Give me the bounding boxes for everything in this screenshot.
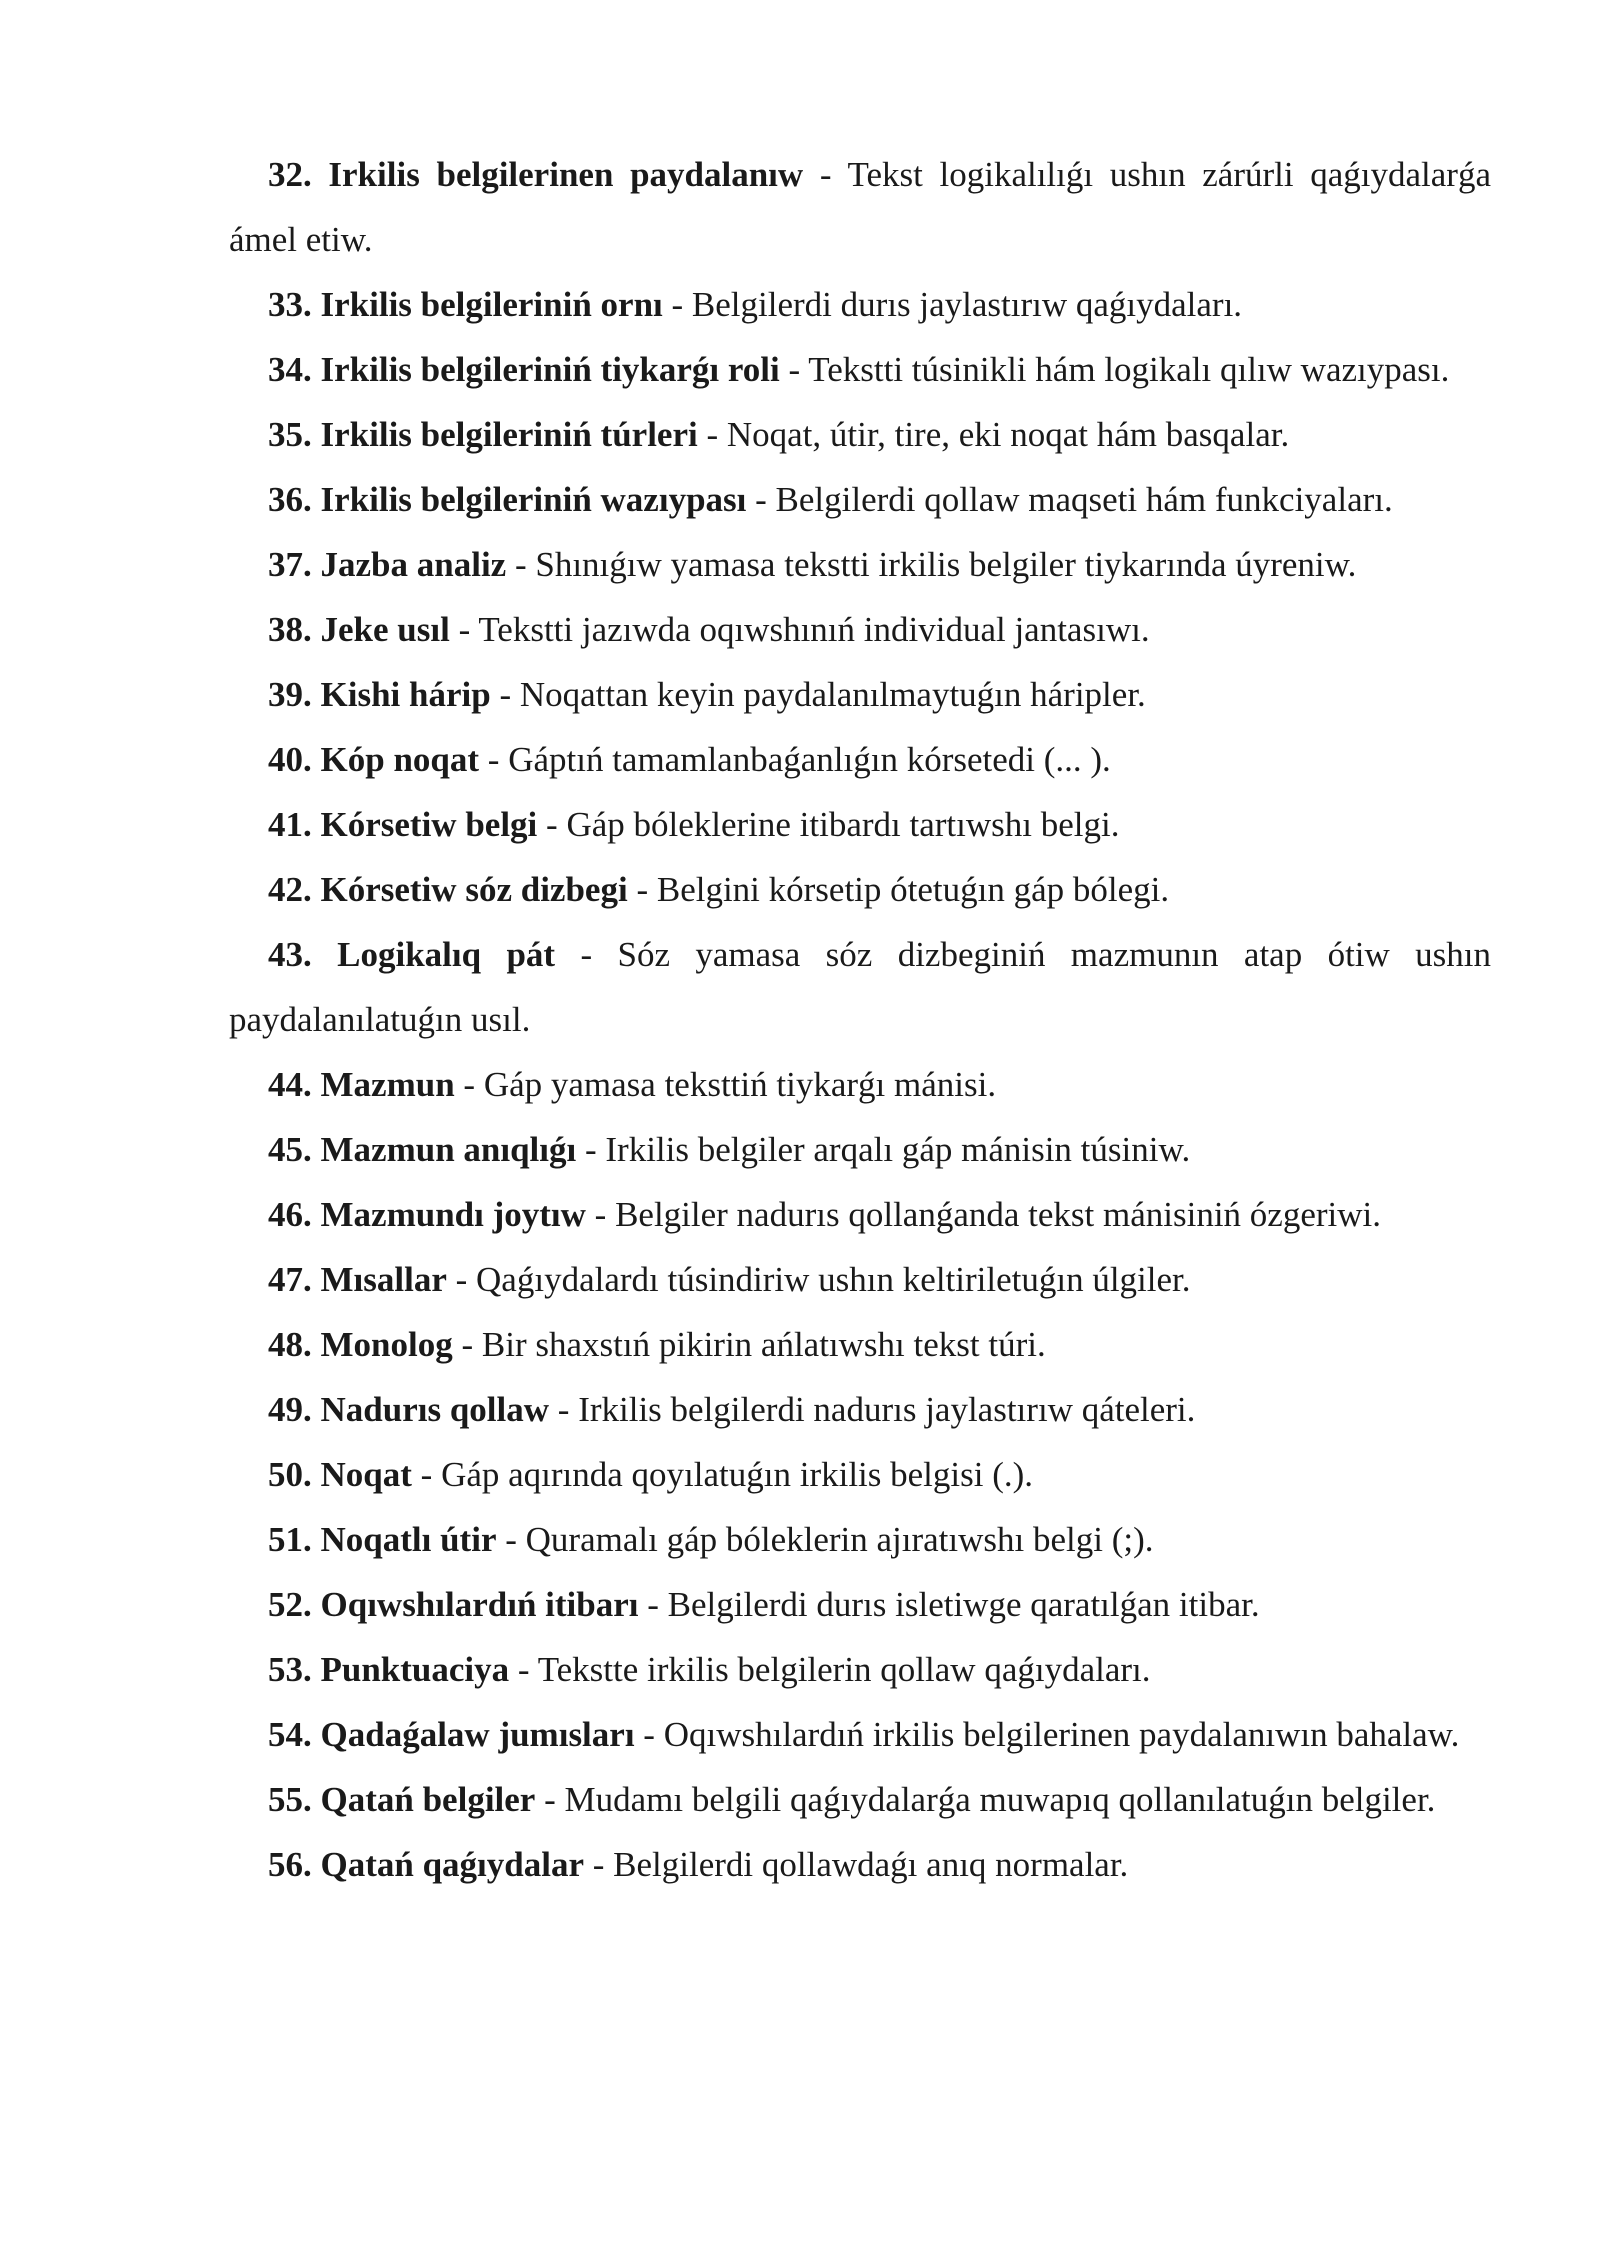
entry-separator: - — [490, 675, 520, 714]
entry-number: 38. — [268, 610, 312, 649]
entry-number: 35. — [268, 415, 312, 454]
entry-term: Qatań qaǵıydalar — [320, 1845, 585, 1884]
entry-definition: Tekstte irkilis belgilerin qollaw qaǵıydaları. — [537, 1650, 1151, 1689]
entry-number: 51. — [268, 1520, 312, 1559]
glossary-entry — [229, 1377, 1491, 1442]
entry-separator: - — [634, 1715, 664, 1754]
glossary-entry — [229, 1312, 1491, 1377]
entry-number: 56. — [268, 1845, 312, 1884]
entry-term: Monolog — [320, 1325, 453, 1364]
entry-number: 32. — [268, 155, 312, 194]
entry-number: 42. — [268, 870, 312, 909]
entry-separator: - — [537, 805, 567, 844]
entry-term: Jeke usıl — [320, 610, 450, 649]
entry-term: Irkilis belgileriniń ornı — [320, 285, 663, 324]
entry-definition: Irkilis belgilerdi nadurıs jaylastırıw qáteleri. — [578, 1390, 1196, 1429]
entry-definition: Tekstti túsinikli hám logikalı qılıw wazıypası. — [808, 350, 1450, 389]
entry-definition: Belgilerdi qollaw maqseti hám funkciyaları. — [775, 480, 1393, 519]
entry-number: 39. — [268, 675, 312, 714]
entry-separator: - — [509, 1650, 538, 1689]
entry-term: Noqatlı útir — [320, 1520, 497, 1559]
glossary-entry — [229, 1637, 1491, 1702]
entry-separator: - — [779, 350, 809, 389]
glossary-entry — [229, 792, 1491, 857]
entry-separator: - — [449, 610, 479, 649]
entry-number: 34. — [268, 350, 312, 389]
entry-definition: Qaǵıydalardı túsindiriw ushın keltiriletuǵın úlgiler. — [476, 1260, 1191, 1299]
glossary-entry — [229, 337, 1491, 402]
entry-separator: - — [697, 415, 727, 454]
entry-term: Kórsetiw sóz dizbegi — [320, 870, 628, 909]
entry-number: 54. — [268, 1715, 312, 1754]
entry-separator: - — [496, 1520, 526, 1559]
entry-term: Qadaǵalaw jumısları — [320, 1715, 635, 1754]
entry-term: Kórsetiw belgi — [320, 805, 538, 844]
entry-term: Irkilis belgileriniń túrleri — [320, 415, 698, 454]
entry-number: 45. — [268, 1130, 312, 1169]
entry-separator: - — [746, 480, 776, 519]
entry-definition: Tekst logikalılıǵı ushın zárúrli qaǵıydalarǵa ámel etiw. — [229, 155, 1491, 259]
glossary-entry — [229, 1832, 1491, 1897]
entry-separator: - — [627, 870, 657, 909]
glossary-entry — [229, 922, 1491, 1052]
entry-separator: - — [411, 1455, 442, 1494]
entry-term: Qatań belgiler — [320, 1780, 536, 1819]
entry-term: Mazmun anıqlıǵı — [320, 1130, 577, 1169]
entry-term: Noqat — [320, 1455, 412, 1494]
entry-separator: - — [576, 1130, 606, 1169]
glossary-page — [229, 142, 1491, 1897]
entry-separator: - — [454, 1065, 484, 1104]
entry-definition: Noqattan keyin paydalanılmaytuǵın háripler. — [519, 675, 1146, 714]
glossary-entry — [229, 857, 1491, 922]
glossary-entry — [229, 272, 1491, 337]
entry-number: 52. — [268, 1585, 312, 1624]
entry-term: Kóp noqat — [320, 740, 480, 779]
entry-number: 33. — [268, 285, 312, 324]
entry-term: Oqıwshılardıń itibarı — [320, 1585, 639, 1624]
entry-separator: - — [479, 740, 509, 779]
entry-definition: Belgilerdi qollawdaǵı anıq normalar. — [613, 1845, 1129, 1884]
entry-term: Mazmun — [320, 1065, 455, 1104]
entry-number: 36. — [268, 480, 312, 519]
glossary-entry — [229, 532, 1491, 597]
entry-definition: Quramalı gáp bóleklerin ajıratıwshı belgi (;). — [525, 1520, 1154, 1559]
entry-definition: Gáp yamasa teksttiń tiykarǵı mánisi. — [483, 1065, 997, 1104]
entry-definition: Sóz yamasa sóz dizbeginiń mazmunın atap ótiw ushın paydalanılatuǵın usıl. — [229, 935, 1492, 1039]
entry-number: 47. — [268, 1260, 312, 1299]
entry-number: 44. — [268, 1065, 312, 1104]
entry-term: Irkilis belgileriniń tiykarǵı roli — [320, 350, 780, 389]
glossary-entry — [229, 1247, 1491, 1312]
entry-definition: Gáptıń tamamlanbaǵanlıǵın kórsetedi (... ). — [508, 740, 1111, 779]
entry-definition: Shınıǵıw yamasa tekstti irkilis belgiler tiykarında úyreniw. — [535, 545, 1357, 584]
entry-separator: - — [452, 1325, 482, 1364]
glossary-entry — [229, 1052, 1491, 1117]
glossary-entry — [229, 467, 1491, 532]
entry-number: 43. — [268, 935, 312, 974]
entry-definition: Gáp bóleklerine itibardı tartıwshı belgi. — [566, 805, 1120, 844]
entry-separator: - — [803, 155, 848, 194]
glossary-entry — [229, 142, 1491, 272]
entry-definition: Belgilerdi durıs jaylastırıw qaǵıydaları. — [691, 285, 1243, 324]
entry-number: 50. — [268, 1455, 312, 1494]
entry-separator: - — [549, 1390, 579, 1429]
entry-term: Irkilis belgileriniń wazıypası — [320, 480, 747, 519]
entry-separator: - — [585, 1195, 616, 1234]
entry-separator: - — [555, 935, 618, 974]
entry-number: 49. — [268, 1390, 312, 1429]
entry-number: 41. — [268, 805, 312, 844]
glossary-entry — [229, 662, 1491, 727]
entry-number: 37. — [268, 545, 312, 584]
glossary-entry — [229, 1117, 1491, 1182]
entry-number: 46. — [268, 1195, 312, 1234]
entry-separator: - — [535, 1780, 565, 1819]
entry-definition: Irkilis belgiler arqalı gáp mánisin túsiniw. — [605, 1130, 1191, 1169]
entry-definition: Oqıwshılardıń irkilis belgilerinen paydalanıwın bahalaw. — [663, 1715, 1460, 1754]
entry-separator: - — [638, 1585, 668, 1624]
entry-term: Nadurıs qollaw — [320, 1390, 550, 1429]
entry-term: Punktuaciya — [320, 1650, 510, 1689]
entry-number: 48. — [268, 1325, 312, 1364]
entry-definition: Belgiler nadurıs qollanǵanda tekst mánisiniń ózgeriwi. — [615, 1195, 1381, 1234]
entry-separator: - — [506, 545, 536, 584]
entry-definition: Mudamı belgili qaǵıydalarǵa muwapıq qollanılatuǵın belgiler. — [564, 1780, 1436, 1819]
entry-number: 40. — [268, 740, 312, 779]
entry-definition: Gáp aqırında qoyılatuǵın irkilis belgisi (.). — [441, 1455, 1034, 1494]
entry-separator: - — [662, 285, 692, 324]
entry-definition: Noqat, útir, tire, eki noqat hám basqalar. — [726, 415, 1290, 454]
glossary-entry — [229, 727, 1491, 792]
entry-term: Mısallar — [320, 1260, 447, 1299]
entry-number: 53. — [268, 1650, 312, 1689]
entry-separator: - — [584, 1845, 614, 1884]
entry-definition: Bir shaxstıń pikirin ańlatıwshı tekst túri. — [481, 1325, 1046, 1364]
glossary-entry — [229, 1767, 1491, 1832]
glossary-entry — [229, 1702, 1491, 1767]
entry-term: Logikalıq pát — [337, 935, 556, 974]
entry-term: Irkilis belgilerinen paydalanıw — [328, 155, 804, 194]
entry-term: Kishi hárip — [320, 675, 491, 714]
entry-definition: Belgilerdi durıs isletiwge qaratılǵan itibar. — [667, 1585, 1260, 1624]
glossary-entry — [229, 1182, 1491, 1247]
entry-term: Mazmundı joytıw — [320, 1195, 586, 1234]
entry-separator: - — [446, 1260, 477, 1299]
glossary-entry — [229, 402, 1491, 467]
entry-definition: Belgini kórsetip ótetuǵın gáp bólegi. — [656, 870, 1170, 909]
glossary-entry — [229, 1572, 1491, 1637]
entry-number: 55. — [268, 1780, 312, 1819]
glossary-entry — [229, 1507, 1491, 1572]
entry-definition: Tekstti jazıwda oqıwshınıń individual jantasıwı. — [478, 610, 1150, 649]
glossary-entry — [229, 1442, 1491, 1507]
glossary-entry — [229, 597, 1491, 662]
entry-term: Jazba analiz — [320, 545, 507, 584]
